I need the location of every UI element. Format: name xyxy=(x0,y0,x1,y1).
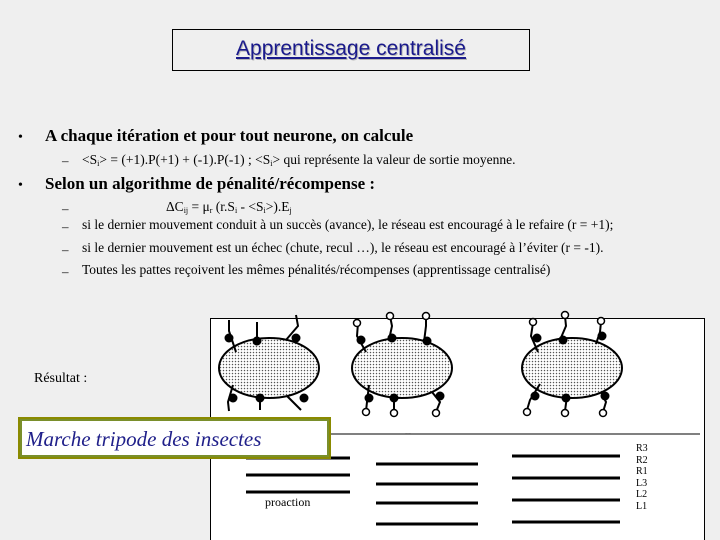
bullet-heading-2: Selon un algorithme de pénalité/récompense : xyxy=(45,174,376,193)
leg-label-r3: R3 xyxy=(636,443,648,454)
leg-label-r2: R2 xyxy=(636,454,648,466)
leg-label-l1: L1 xyxy=(636,500,648,512)
slide-title: Apprentissage centralisé xyxy=(236,37,466,60)
bullet-dot: • xyxy=(18,130,23,145)
gait-tick-label: -- xyxy=(405,428,411,438)
weight-update-formula: $\Delta C_{ij} = \mu_r$ $(r.S_i - <S_i>).E_j$ xyxy=(166,199,292,215)
leg-labels xyxy=(636,443,648,512)
leg-label-r1: R1 xyxy=(636,466,648,477)
proaction-label: proaction xyxy=(265,495,311,509)
mean-output-formula: $<S_i> = (+1).P(+1) + (-1).P(-1)$ ; $<S_i>$ qui représente la valeur de sortie moyenne. xyxy=(82,152,516,168)
insect-3 xyxy=(522,312,622,417)
leg-label-l2: L2 xyxy=(636,489,648,500)
centralized-rule: Toutes les pattes reçoivent les mêmes pénalités/récompenses (apprentissage centralisé) xyxy=(82,262,551,277)
tripod-caption: Marche tripode des insectes xyxy=(26,427,262,451)
dash: – xyxy=(62,219,69,234)
bullet-heading-1: A chaque itération et pour tout neurone, on calcule xyxy=(45,126,414,145)
tripod-caption-box xyxy=(18,417,331,459)
result-label: Résultat : xyxy=(34,371,88,386)
dash: – xyxy=(62,201,69,216)
insect-2 xyxy=(352,313,452,417)
dash: – xyxy=(62,264,69,279)
dash: – xyxy=(62,153,69,168)
success-rule: si le dernier mouvement conduit à un succès (avance), le réseau est encouragé à le refaire (r = +1); xyxy=(82,217,614,232)
bullet-dot: • xyxy=(18,178,23,193)
dash: – xyxy=(62,242,69,257)
failure-rule: si le dernier mouvement est un échec (chute, recul …), le réseau est encouragé à l’éviter (r = -1). xyxy=(82,240,604,255)
insect-1 xyxy=(219,315,319,411)
leg-label-l3: L3 xyxy=(636,477,648,489)
